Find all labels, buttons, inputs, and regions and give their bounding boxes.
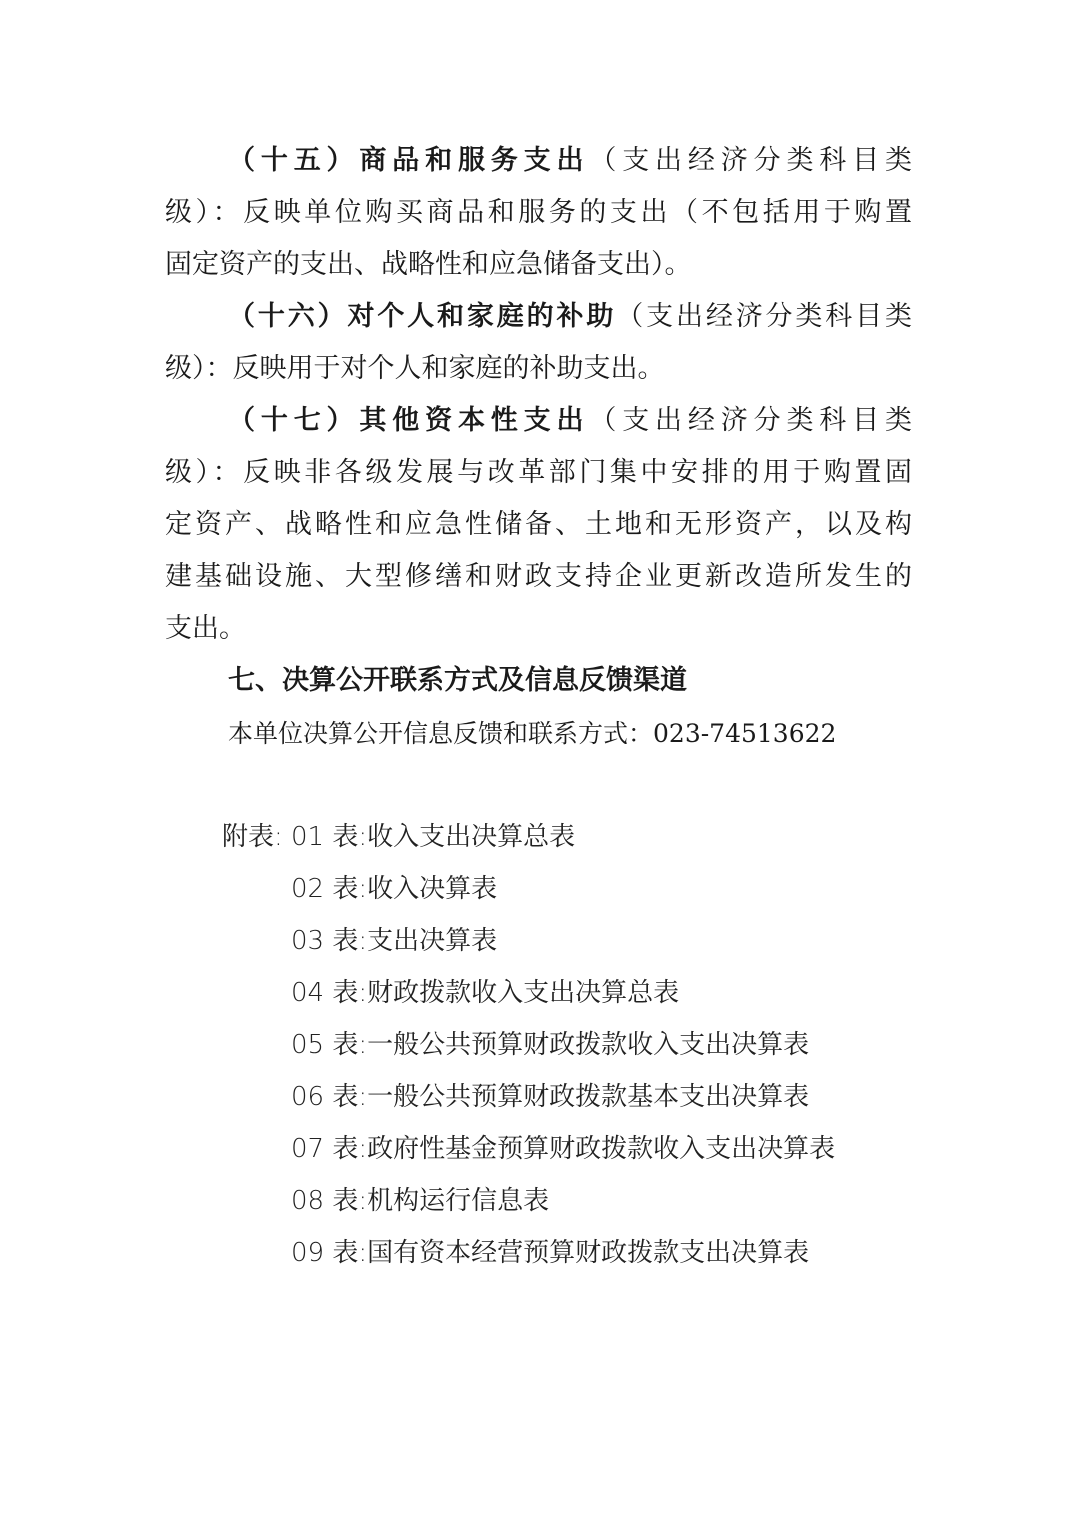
item16-title: （十六）对个人和家庭的补助	[228, 301, 617, 332]
attachment-item-09: 09 表:国有资本经营预算财政拨款支出决算表	[291, 1238, 810, 1268]
item15-line3: 固定资产的支出、战略性和应急储备支出）。	[165, 249, 692, 280]
section7-heading: 七、决算公开联系方式及信息反馈渠道	[228, 665, 687, 696]
attachment-item-02: 02 表:收入决算表	[291, 874, 498, 904]
item17-line2: 级）：反映非各级发展与改革部门集中安排的用于购置固	[165, 457, 912, 488]
item17-line4: 建基础设施、大型修缮和财政支持企业更新改造所发生的	[165, 561, 912, 592]
item15-tag: （支出经济分类科目类	[589, 145, 913, 176]
attachment-item-03: 03 表:支出决算表	[291, 926, 498, 956]
item17-tag: （支出经济分类科目类	[589, 405, 913, 436]
attachment-item-06: 06 表:一般公共预算财政拨款基本支出决算表	[291, 1082, 810, 1112]
item17-line5: 支出。	[165, 613, 246, 644]
attachment-item-07: 07 表:政府性基金预算财政拨款收入支出决算表	[291, 1134, 836, 1164]
attachment-item-04: 04 表:财政拨款收入支出决算总表	[291, 978, 680, 1008]
item15-line2: 级）：反映单位购买商品和服务的支出（不包括用于购置	[165, 197, 912, 228]
item16-tag: （支出经济分类科目类	[616, 301, 913, 332]
item16-first-line	[228, 300, 912, 334]
item15-first-line	[228, 144, 912, 178]
item17-title: （十七）其他资本性支出	[228, 405, 590, 436]
contact-info: 本单位决算公开信息反馈和联系方式：023-74513622	[228, 719, 837, 748]
item17-line3: 定资产、战略性和应急性储备、土地和无形资产，以及构	[165, 509, 912, 540]
attachments-label: 附表:	[222, 822, 283, 852]
item16-line2: 级）：反映用于对个人和家庭的补助支出。	[165, 353, 665, 384]
item15-title: （十五）商品和服务支出	[228, 145, 590, 176]
item17-first-line	[228, 404, 912, 438]
attachment-item-01: 01 表:收入支出决算总表	[291, 822, 576, 852]
attachment-item-05: 05 表:一般公共预算财政拨款收入支出决算表	[291, 1030, 810, 1060]
attachment-item-08: 08 表:机构运行信息表	[291, 1186, 550, 1216]
